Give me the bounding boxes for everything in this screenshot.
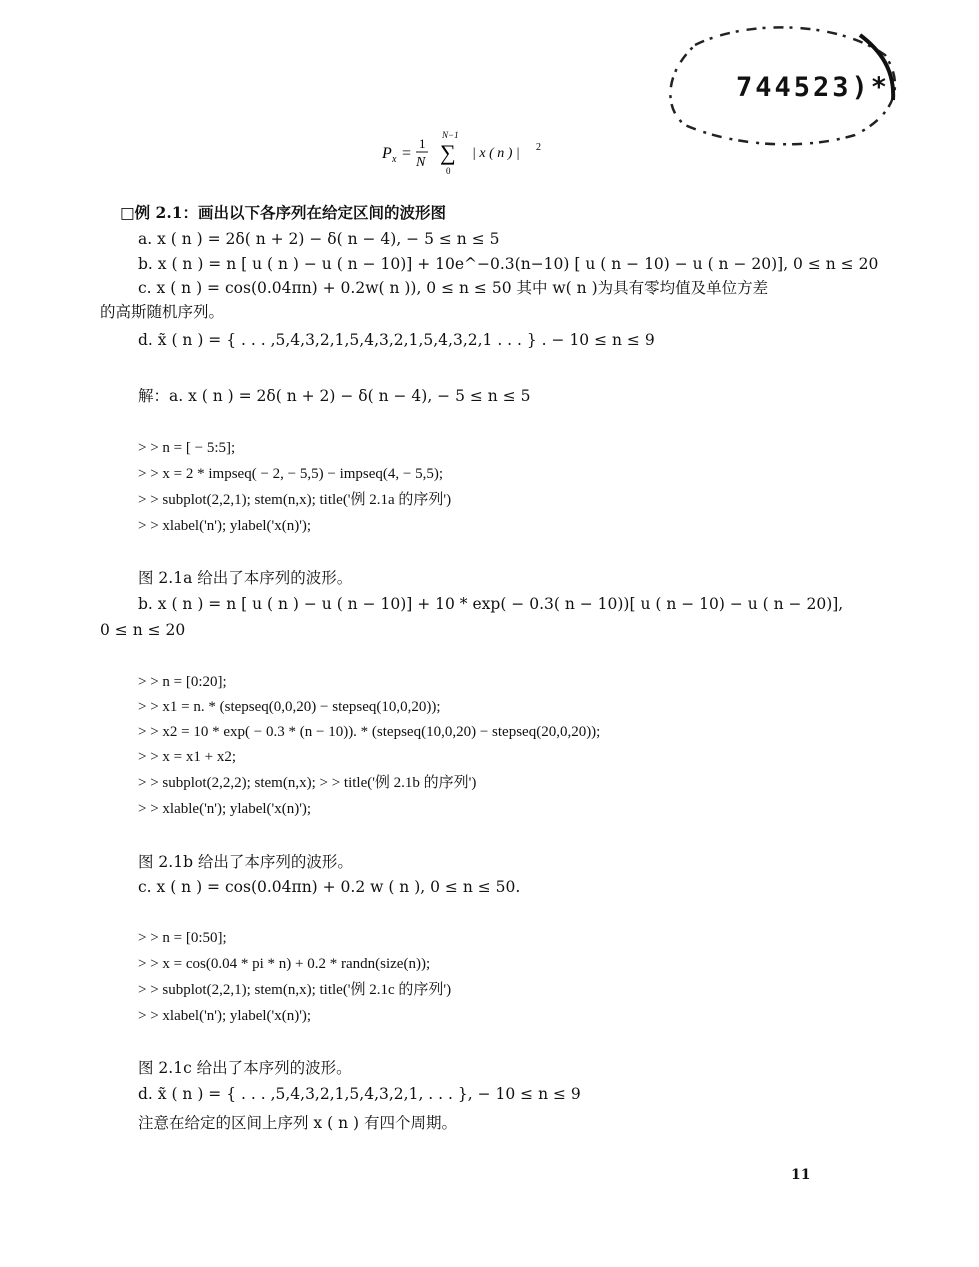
code-line: > > n = [ − 5:5]; [138,440,236,456]
formula-lhs: P [382,145,392,162]
code-line: > > x1 = n. * (stepseq(0,0,20) − stepseq(10,0,20)); [138,699,441,715]
formula-frac-den: N [416,155,426,170]
solution-a: 解：a. x ( n ) = 2δ( n + 2) − δ( n − 4), − 5 ≤ n ≤ 5 [138,387,531,405]
code-line: > > x = x1 + x2; [138,749,237,765]
period-note: 注意在给定的区间上序列 x ( n ) 有四个周期。 [138,1114,457,1132]
formula-sum-sign: ∑ [440,140,456,165]
item-b: b. x ( n ) = n [ u ( n ) − u ( n − 10)] + 10e^−0.3(n−10) [ u ( n − 10) − u ( n − 20)], 0 ≤ n ≤ 20 [138,255,879,273]
figure-note-a: 图 2.1a 给出了本序列的波形。 [138,569,353,587]
code-line: > > subplot(2,2,1); stem(n,x); title('例 2.1a 的序列') [138,492,452,508]
formula-body: | x ( n ) | [472,146,520,161]
formula-sum-bottom: 0 [446,166,451,176]
stamp-number-suffix: )* [851,72,891,103]
solution-b: b. x ( n ) = n [ u ( n ) − u ( n − 10)] + 10 * exp( − 0.3( n − 10))[ u ( n − 10) − u ( n − 20)], [138,595,844,613]
item-a: a. x ( n ) = 2δ( n + 2) − δ( n − 4), − 5 ≤ n ≤ 5 [138,230,500,248]
formula-frac-num: 1 [419,136,426,151]
formula-lhs-sub: x [392,154,397,165]
formula-power: 2 [536,142,541,153]
formula-sum-top: N−1 [442,130,459,140]
code-line: > > n = [0:50]; [138,930,227,946]
code-line: > > n = [0:20]; [138,674,227,690]
code-line: > > subplot(2,2,1); stem(n,x); title('例 2.1c 的序列') [138,982,452,998]
code-line: > > xlabel('n'); ylabel('x(n)'); [138,518,312,534]
solution-c: c. x ( n ) = cos(0.04πn) + 0.2 w ( n ), 0 ≤ n ≤ 50. [138,878,521,896]
formula-eq: = [402,145,412,162]
figure-note-c: 图 2.1c 给出了本序列的波形。 [138,1059,352,1077]
solution-d: d. x̃ ( n ) = { . . . ,5,4,3,2,1,5,4,3,2,1, . . . }, − 10 ≤ n ≤ 9 [138,1085,581,1103]
stamp-number-text: 744523 [736,72,852,103]
solution-b-cont: 0 ≤ n ≤ 20 [100,621,186,639]
code-line: > > xlable('n'); ylabel('x(n)'); [138,801,312,817]
page-number: 11 [791,1167,811,1183]
example-heading: □例 2.1：画出以下各序列在给定区间的波形图 [120,203,447,222]
item-d: d. x̃ ( n ) = { . . . ,5,4,3,2,1,5,4,3,2,1,5,4,3,2,1 . . . } . − 10 ≤ n ≤ 9 [138,331,655,349]
item-c: c. x ( n ) = cos(0.04πn) + 0.2w( n )), 0 ≤ n ≤ 50 其中 w( n )为具有零均值及单位方差 [138,279,769,297]
code-line: > > x = 2 * impseq( − 2, − 5,5) − impseq(4, − 5,5); [138,466,444,482]
code-line: > > x = cos(0.04 * pi * n) + 0.2 * randn(size(n)); [138,956,431,972]
power-formula [382,128,582,178]
figure-note-b: 图 2.1b 给出了本序列的波形。 [138,853,353,871]
code-line: > > xlabel('n'); ylabel('x(n)'); [138,1008,312,1024]
stamp-number [736,72,890,103]
code-line: > > subplot(2,2,2); stem(n,x); > > title('例 2.1b 的序列') [138,775,477,791]
item-c-cont: 的高斯随机序列。 [100,303,225,321]
code-line: > > x2 = 10 * exp( − 0.3 * (n − 10)). * (stepseq(10,0,20) − stepseq(20,0,20)); [138,724,601,740]
